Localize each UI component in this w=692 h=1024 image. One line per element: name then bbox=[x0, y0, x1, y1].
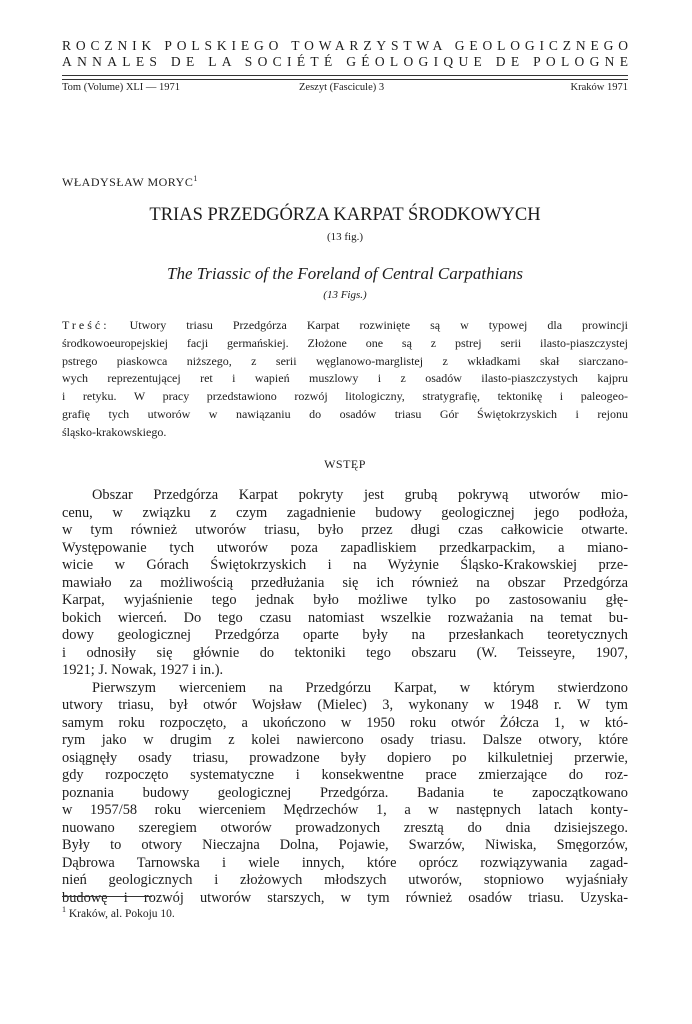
footnote-rule bbox=[62, 896, 152, 897]
header-rule-top bbox=[62, 75, 628, 76]
header-rule-bottom bbox=[62, 79, 628, 80]
paragraph-line: rym jako w drugim z kolei nawiercono osady triasu. Dalsze otwory, które bbox=[62, 732, 628, 748]
paragraph-line: Karpat, wyjaśnienie tego jednak było możliwe tylko po zastosowaniu głę- bbox=[62, 592, 628, 608]
abstract-line: wych reprezentującej ret i wapień muszlowy i z osadów ilasto-piaszczystych kajpru bbox=[62, 371, 628, 386]
author-footnote-mark: 1 bbox=[193, 174, 198, 183]
paragraph-line: w tym również utworów triasu, było przez długi czas całkowicie otwarte. bbox=[62, 522, 628, 538]
paragraph-line: Występowanie tych utworów poza zapadliskiem przedkarpackim, a miano- bbox=[62, 539, 628, 556]
paragraph-line: Obszar Przedgórza Karpat pokryty jest grubą pokrywą utworów mio- bbox=[92, 487, 628, 503]
abstract-line: i retyku. W pracy przedstawiono rozwój litologiczny, stratygrafię, tektonikę i paleogeo- bbox=[62, 389, 628, 404]
paragraph-line: 1921; J. Nowak, 1927 i in.). bbox=[62, 662, 224, 678]
journal-title-polish: ROCZNIK POLSKIEGO TOWARZYSTWA GEOLOGICZNEGO bbox=[62, 38, 633, 53]
article-title-english: The Triassic of the Foreland of Central Carpathians bbox=[167, 264, 523, 283]
body-text bbox=[62, 487, 628, 907]
paragraph-line: dowy geologicznej Przedgórza oparte były na przesłankach teoretycznych bbox=[62, 627, 628, 643]
journal-title-french: ANNALES DE LA SOCIÉTÉ GÉOLOGIQUE DE POLOGNE bbox=[62, 54, 634, 69]
abstract-label: Treść: bbox=[62, 318, 110, 332]
figure-count-english: (13 Figs.) bbox=[323, 289, 367, 301]
paragraph-line: nień geologicznych i złożowych młodszych utworów, stopniowo wyjaśniały bbox=[62, 872, 628, 888]
paragraph-line: gdy rozpoczęto systematyczne i konsekwentne prace zmierzające do roz- bbox=[62, 767, 628, 783]
place-year: Kraków 1971 bbox=[570, 82, 628, 93]
paragraph-line: Były to otwory Nieczajna Dolna, Pojawie, Swarzów, Niwiska, Smęgorzów, bbox=[62, 837, 628, 853]
paragraph-line: bokich wierceń. Do tego czasu natomiast wszelkie rozważania na temat bu- bbox=[62, 609, 628, 626]
paragraph-line: samym roku rozpoczęto, a ukończono w 1950 roku otwór Żółcza 1, w któ- bbox=[62, 714, 628, 731]
paragraph-line: wicie w Górach Świętokrzyskich i na Wyżynie Śląsko-Krakowskiej prze- bbox=[62, 557, 628, 573]
abstract-line: pstrego piaskowca niższego, z serii węglanowo-marglistej z wkładkami skał siarczano- bbox=[62, 353, 628, 368]
paragraph-line: mawiało za możliwością przedłużania się ich również na obszar Przedgórza bbox=[62, 574, 628, 591]
paragraph-line: w 1957/58 roku wierceniem Mędrzechów 1, a w następnych latach konty- bbox=[62, 802, 628, 818]
paragraph-line: nuowano szeregiem otworów prowadzonych zresztą do dnia dzisiejszego. bbox=[62, 819, 628, 836]
paragraph-line: osiągnęły osady triasu, prowadzone były dopiero po kilkuletniej przerwie, bbox=[62, 749, 628, 766]
abstract-line: Treść: Utwory triasu Przedgórza Karpat rozwinięte są w typowej dla prowincji bbox=[62, 318, 629, 332]
author-text: WŁADYSŁAW MORYC bbox=[62, 175, 194, 189]
abstract-line: śląsko-krakowskiego. bbox=[62, 424, 167, 439]
abstract bbox=[62, 317, 628, 442]
section-heading: WSTĘP bbox=[324, 457, 366, 471]
paragraph-line: Dąbrowa Tarnowska i wiele innych, które oprócz rozwiązywania zagad- bbox=[62, 854, 628, 871]
paragraph-line: poznania budowy geologicznej Przedgórza. Badania te zapoczątkowano bbox=[62, 784, 628, 801]
abstract-line: środkowoeuropejskiej facji germańskiej. Złożone one są z pstrej serii ilasto-piaszczystej bbox=[62, 335, 628, 350]
abstract-line: grafię tych utworów w nawiązaniu do osadów triasu Gór Świętokrzyskich i rejonu bbox=[62, 406, 628, 421]
issue-info: Zeszyt (Fascicule) 3 bbox=[299, 82, 385, 93]
paragraph-line: budowę i rozwój utworów starszych, w tym również osadów triasu. Uzyska- bbox=[62, 889, 628, 906]
footnote bbox=[62, 905, 175, 920]
paragraph-line: utwory triasu, był otwór Wojsław (Mielec) 3, wykonany w 1948 r. W tym bbox=[62, 697, 628, 713]
paragraph-line: Pierwszym wierceniem na Przedgórzu Karpat, w którym stwierdzono bbox=[92, 679, 628, 696]
volume-info: Tom (Volume) XLI — 1971 bbox=[62, 82, 181, 93]
footnote-text: Kraków, al. Pokoju 10. bbox=[68, 907, 175, 920]
figure-count-polish: (13 fig.) bbox=[326, 231, 364, 243]
footnote-mark: 1 bbox=[62, 905, 66, 914]
author-name bbox=[62, 174, 198, 190]
paragraph-line: i odnosiły się głównie do tektoniki tego obszaru (W. Teisseyre, 1907, bbox=[62, 644, 628, 661]
article-title-polish: TRIAS PRZEDGÓRZA KARPAT ŚRODKOWYCH bbox=[149, 205, 541, 225]
paragraph-line: cenu, w związku z czym zagadnienie budowy geologicznej jego podłoża, bbox=[62, 504, 628, 521]
